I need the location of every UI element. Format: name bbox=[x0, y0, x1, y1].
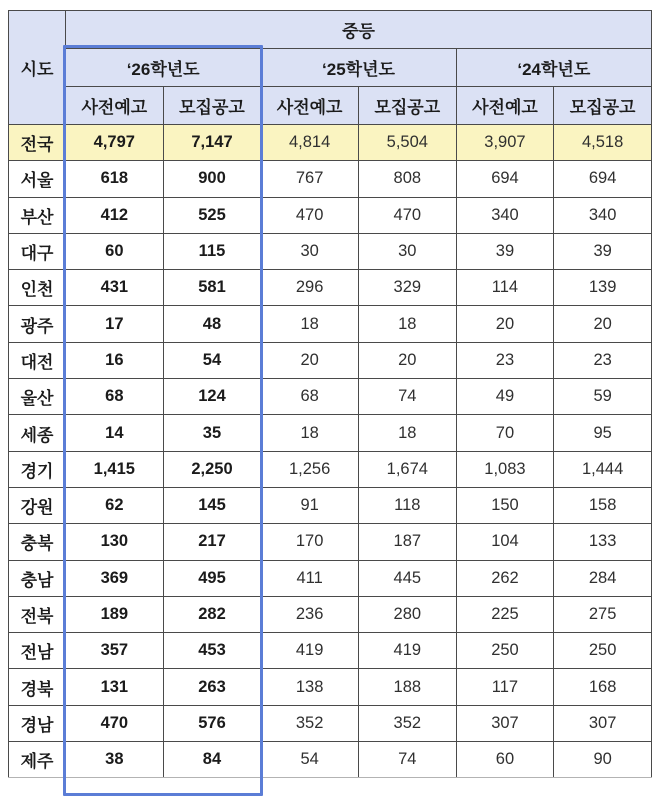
value-cell: 225 bbox=[456, 596, 554, 632]
table-row bbox=[9, 233, 652, 269]
value-cell: 17 bbox=[66, 306, 164, 342]
value-cell: 453 bbox=[163, 633, 261, 669]
value-cell: 14 bbox=[66, 415, 164, 451]
table-row bbox=[9, 596, 652, 632]
year-group-2026: ‘26학년도 bbox=[66, 49, 261, 87]
value-cell: 90 bbox=[554, 742, 652, 778]
value-cell: 54 bbox=[163, 342, 261, 378]
value-cell: 138 bbox=[261, 669, 359, 705]
value-cell: 133 bbox=[554, 524, 652, 560]
value-cell: 5,504 bbox=[358, 125, 456, 161]
subheader-recruit-notice-26: 모집공고 bbox=[163, 87, 261, 125]
table-header-row-2 bbox=[9, 49, 652, 87]
value-cell: 900 bbox=[163, 161, 261, 197]
value-cell: 54 bbox=[261, 742, 359, 778]
region-column-header: 시도 bbox=[9, 11, 66, 125]
value-cell: 236 bbox=[261, 596, 359, 632]
value-cell: 124 bbox=[163, 379, 261, 415]
value-cell: 3,907 bbox=[456, 125, 554, 161]
table-title: 중등 bbox=[66, 11, 652, 49]
value-cell: 525 bbox=[163, 197, 261, 233]
region-cell: 제주 bbox=[9, 742, 66, 778]
value-cell: 275 bbox=[554, 596, 652, 632]
table-row bbox=[9, 270, 652, 306]
value-cell: 419 bbox=[358, 633, 456, 669]
subheader-advance-notice-26: 사전예고 bbox=[66, 87, 164, 125]
value-cell: 59 bbox=[554, 379, 652, 415]
table-row bbox=[9, 451, 652, 487]
table-header-row-1 bbox=[9, 11, 652, 49]
value-cell: 470 bbox=[358, 197, 456, 233]
value-cell: 39 bbox=[554, 233, 652, 269]
value-cell: 60 bbox=[456, 742, 554, 778]
value-cell: 38 bbox=[66, 742, 164, 778]
value-cell: 4,814 bbox=[261, 125, 359, 161]
value-cell: 694 bbox=[456, 161, 554, 197]
year-group-2025: ‘25학년도 bbox=[261, 49, 456, 87]
value-cell: 117 bbox=[456, 669, 554, 705]
value-cell: 340 bbox=[456, 197, 554, 233]
value-cell: 250 bbox=[456, 633, 554, 669]
value-cell: 60 bbox=[66, 233, 164, 269]
value-cell: 412 bbox=[66, 197, 164, 233]
value-cell: 39 bbox=[456, 233, 554, 269]
region-cell: 경북 bbox=[9, 669, 66, 705]
value-cell: 296 bbox=[261, 270, 359, 306]
value-cell: 618 bbox=[66, 161, 164, 197]
value-cell: 30 bbox=[261, 233, 359, 269]
value-cell: 262 bbox=[456, 560, 554, 596]
secondary-recruitment-table bbox=[8, 10, 652, 778]
value-cell: 1,083 bbox=[456, 451, 554, 487]
value-cell: 18 bbox=[261, 306, 359, 342]
region-cell: 강원 bbox=[9, 487, 66, 523]
value-cell: 307 bbox=[456, 705, 554, 741]
value-cell: 352 bbox=[358, 705, 456, 741]
value-cell: 340 bbox=[554, 197, 652, 233]
value-cell: 576 bbox=[163, 705, 261, 741]
value-cell: 187 bbox=[358, 524, 456, 560]
region-cell: 대구 bbox=[9, 233, 66, 269]
region-cell: 전북 bbox=[9, 596, 66, 632]
value-cell: 70 bbox=[456, 415, 554, 451]
value-cell: 95 bbox=[554, 415, 652, 451]
value-cell: 189 bbox=[66, 596, 164, 632]
value-cell: 68 bbox=[261, 379, 359, 415]
value-cell: 114 bbox=[456, 270, 554, 306]
value-cell: 91 bbox=[261, 487, 359, 523]
value-cell: 131 bbox=[66, 669, 164, 705]
value-cell: 470 bbox=[66, 705, 164, 741]
value-cell: 419 bbox=[261, 633, 359, 669]
value-cell: 20 bbox=[456, 306, 554, 342]
value-cell: 74 bbox=[358, 379, 456, 415]
table-row bbox=[9, 487, 652, 523]
value-cell: 369 bbox=[66, 560, 164, 596]
value-cell: 30 bbox=[358, 233, 456, 269]
table-body bbox=[9, 125, 652, 778]
value-cell: 20 bbox=[358, 342, 456, 378]
table-row bbox=[9, 342, 652, 378]
value-cell: 62 bbox=[66, 487, 164, 523]
value-cell: 581 bbox=[163, 270, 261, 306]
value-cell: 150 bbox=[456, 487, 554, 523]
value-cell: 250 bbox=[554, 633, 652, 669]
value-cell: 188 bbox=[358, 669, 456, 705]
value-cell: 352 bbox=[261, 705, 359, 741]
value-cell: 217 bbox=[163, 524, 261, 560]
value-cell: 18 bbox=[261, 415, 359, 451]
value-cell: 18 bbox=[358, 415, 456, 451]
value-cell: 145 bbox=[163, 487, 261, 523]
region-cell: 광주 bbox=[9, 306, 66, 342]
value-cell: 694 bbox=[554, 161, 652, 197]
region-cell: 경기 bbox=[9, 451, 66, 487]
value-cell: 16 bbox=[66, 342, 164, 378]
table-row-total bbox=[9, 125, 652, 161]
value-cell: 49 bbox=[456, 379, 554, 415]
value-cell: 329 bbox=[358, 270, 456, 306]
value-cell: 170 bbox=[261, 524, 359, 560]
table-row bbox=[9, 415, 652, 451]
region-cell: 세종 bbox=[9, 415, 66, 451]
value-cell: 18 bbox=[358, 306, 456, 342]
value-cell: 445 bbox=[358, 560, 456, 596]
value-cell: 1,256 bbox=[261, 451, 359, 487]
region-cell: 충남 bbox=[9, 560, 66, 596]
table-row bbox=[9, 379, 652, 415]
value-cell: 263 bbox=[163, 669, 261, 705]
table-row bbox=[9, 633, 652, 669]
table-row bbox=[9, 742, 652, 778]
value-cell: 115 bbox=[163, 233, 261, 269]
value-cell: 7,147 bbox=[163, 125, 261, 161]
value-cell: 431 bbox=[66, 270, 164, 306]
table-row bbox=[9, 306, 652, 342]
value-cell: 168 bbox=[554, 669, 652, 705]
table-row bbox=[9, 669, 652, 705]
value-cell: 68 bbox=[66, 379, 164, 415]
value-cell: 74 bbox=[358, 742, 456, 778]
region-cell: 서울 bbox=[9, 161, 66, 197]
value-cell: 495 bbox=[163, 560, 261, 596]
table-row bbox=[9, 560, 652, 596]
value-cell: 1,444 bbox=[554, 451, 652, 487]
value-cell: 2,250 bbox=[163, 451, 261, 487]
region-cell: 경남 bbox=[9, 705, 66, 741]
value-cell: 411 bbox=[261, 560, 359, 596]
value-cell: 104 bbox=[456, 524, 554, 560]
value-cell: 48 bbox=[163, 306, 261, 342]
value-cell: 357 bbox=[66, 633, 164, 669]
table-row bbox=[9, 197, 652, 233]
value-cell: 20 bbox=[261, 342, 359, 378]
table-row bbox=[9, 524, 652, 560]
year-group-2024: ‘24학년도 bbox=[456, 49, 651, 87]
value-cell: 158 bbox=[554, 487, 652, 523]
value-cell: 282 bbox=[163, 596, 261, 632]
value-cell: 4,797 bbox=[66, 125, 164, 161]
subheader-recruit-notice-24: 모집공고 bbox=[554, 87, 652, 125]
value-cell: 280 bbox=[358, 596, 456, 632]
value-cell: 767 bbox=[261, 161, 359, 197]
region-cell: 전남 bbox=[9, 633, 66, 669]
value-cell: 470 bbox=[261, 197, 359, 233]
value-cell: 84 bbox=[163, 742, 261, 778]
region-cell: 충북 bbox=[9, 524, 66, 560]
table-header-row-3 bbox=[9, 87, 652, 125]
value-cell: 20 bbox=[554, 306, 652, 342]
value-cell: 35 bbox=[163, 415, 261, 451]
region-cell: 대전 bbox=[9, 342, 66, 378]
subheader-advance-notice-25: 사전예고 bbox=[261, 87, 359, 125]
value-cell: 1,674 bbox=[358, 451, 456, 487]
subheader-recruit-notice-25: 모집공고 bbox=[358, 87, 456, 125]
table-row bbox=[9, 161, 652, 197]
region-cell: 인천 bbox=[9, 270, 66, 306]
value-cell: 307 bbox=[554, 705, 652, 741]
table-row bbox=[9, 705, 652, 741]
value-cell: 118 bbox=[358, 487, 456, 523]
region-cell: 부산 bbox=[9, 197, 66, 233]
value-cell: 284 bbox=[554, 560, 652, 596]
value-cell: 130 bbox=[66, 524, 164, 560]
region-cell: 울산 bbox=[9, 379, 66, 415]
value-cell: 1,415 bbox=[66, 451, 164, 487]
value-cell: 808 bbox=[358, 161, 456, 197]
value-cell: 23 bbox=[456, 342, 554, 378]
value-cell: 23 bbox=[554, 342, 652, 378]
region-cell: 전국 bbox=[9, 125, 66, 161]
value-cell: 4,518 bbox=[554, 125, 652, 161]
value-cell: 139 bbox=[554, 270, 652, 306]
subheader-advance-notice-24: 사전예고 bbox=[456, 87, 554, 125]
